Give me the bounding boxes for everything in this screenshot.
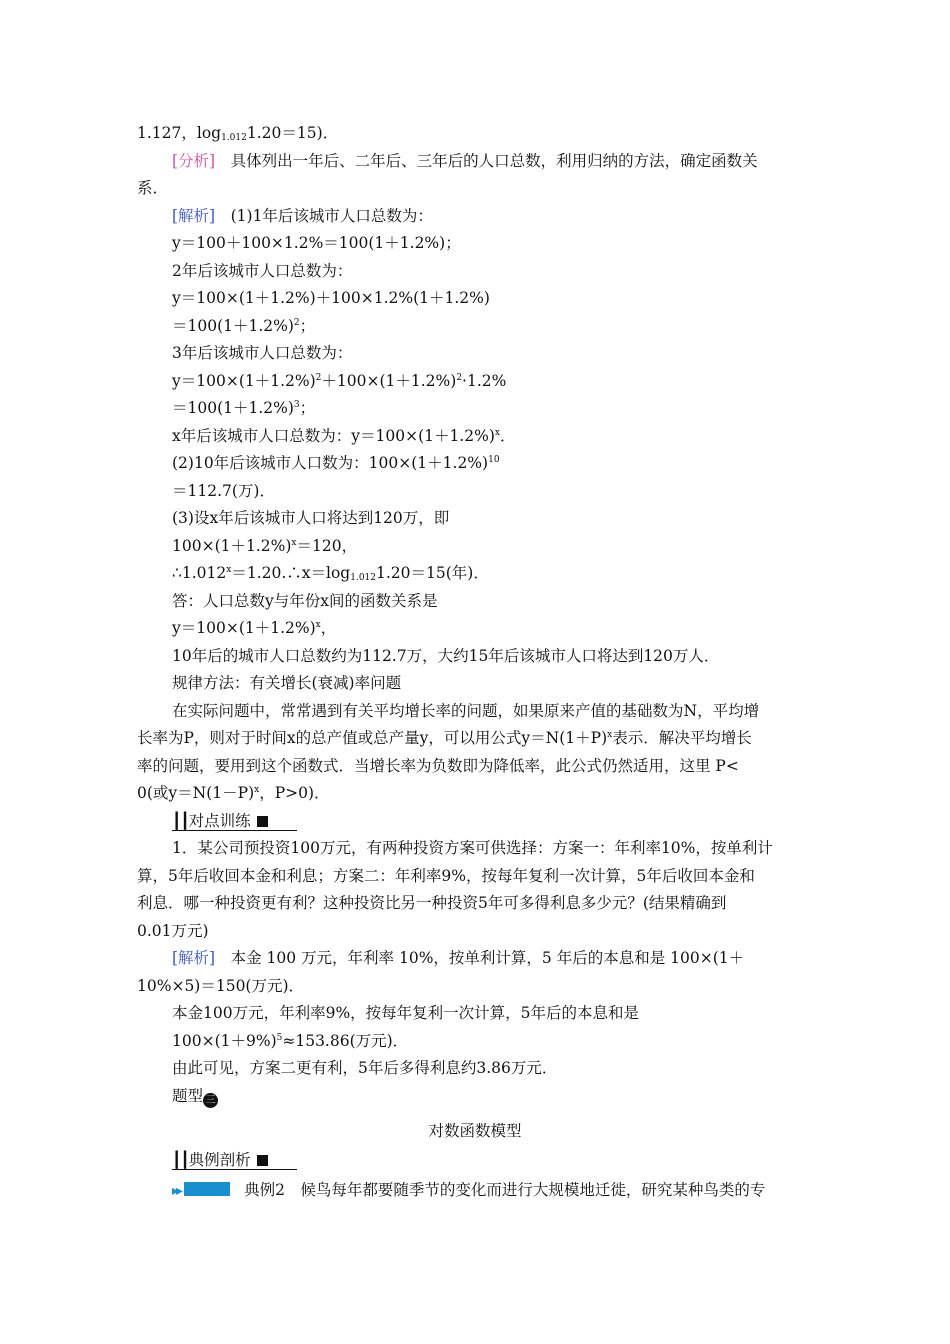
text-line: 长率为P，则对于时间x的总产值或总产量y，可以用公式$y=N(1+P)^x$表示．解决平均增长 [137,729,752,747]
text-line: 本金100万元，年利率9%，按每年复利一次计算，5年后的本息和是 [172,1004,640,1022]
formula-line: $y=100\times(1+1.2\%)^x$， [172,619,337,637]
analysis-line: [分析] 具体列出一年后、二年后、三年后的人口总数，利用归纳的方法，确定函数关 [172,152,758,170]
text-line: 答：人口总数y与年份x间的函数关系是 [172,592,438,610]
solution-line: [解析] 本金 100 万元，年利率 10%，按单利计算，5 年后的本息和是 100×(1＋ [172,949,745,967]
text-line: 2年后该城市人口总数为： [172,262,353,280]
heading-bar-icon: ┃┃ [172,811,189,830]
formula-line: $=100(1+1.2\%)^3$； [172,399,316,417]
heading-bar-icon: ┃┃ [172,1150,189,1169]
solution-line: [解析] (1)1年后该城市人口总数为： [172,207,433,225]
exercise-line: 0.01万元) [137,922,209,940]
text-line: 率的问题，要用到这个函数式．当增长率为负数即为降低率，此公式仍然适用，这里 P< [137,757,739,775]
square-icon [257,1155,268,1166]
text-line: 3年后该城市人口总数为： [172,344,353,362]
square-icon [257,816,268,827]
text-line: 10年后的城市人口总数约为112.7万，大约15年后该城市人口将达到120万人． [172,647,720,665]
text-line: 系． [137,179,169,197]
method-heading: 规律方法：有关增长(衰减)率问题 [172,674,402,692]
formula-line: $y=100\times(1+1.2\%)^2+100\times(1+1.2\%)^2\cdot 1.2\%$ [172,372,507,390]
solution-tag: [解析] [172,207,216,225]
text-line: 1.127，$\log_{1.012}1.20=15$)． [137,124,339,143]
formula-line: y＝100×(1＋1.2%)＋100×1.2%(1＋1.2%) [172,289,490,307]
formula-line: $100\times(1+9\%)^5\approx 153.86$(万元)． [172,1032,409,1050]
text-line: 由此可见，方案二更有利，5年后多得利息约3.86万元． [172,1059,558,1077]
formula-line: x年后该城市人口总数为：$y=100\times(1+1.2\%)^x$． [172,427,516,445]
number-badge: 三 [203,1093,218,1108]
formula-line: $=100(1+1.2\%)^2$； [172,317,316,335]
section-heading-example: ┃┃典例剖析 [172,1150,852,1170]
formula-line: ＝112.7(万)． [172,482,275,500]
formula-line: y＝100＋100×1.2%＝100(1＋1.2%)； [172,234,461,252]
analysis-tag: [分析] [172,152,216,170]
formula-line: $\therefore 1.012^x=1.20.\therefore x=\log_{1.012}1.20=15$(年)． [172,564,489,583]
formula-line: $100\times(1+1.2\%)^x=120$， [172,537,358,555]
double-arrow-icon: ▸▸ [172,1183,181,1199]
text-line: 0(或$y=N(1-P)^x$，P>0)． [137,784,330,802]
text-line: 10%×5)＝150(万元)． [137,977,305,995]
section-title: 对数函数模型 [428,1122,522,1140]
example-line: ▸▸ 典例2 候鸟每年都要随季节的变化而进行大规模地迁徙，研究某种鸟类的专 [172,1181,766,1199]
label-box [184,1182,230,1196]
text-line: 在实际问题中，常常遇到有关平均增长率的问题，如果原来产值的基础数为N，平均增 [172,702,760,720]
exercise-line: 1．某公司预投资100万元，有两种投资方案可供选择：方案一：年利率10%，按单利计 [172,839,773,857]
formula-line: (2)10年后该城市人口数为：$100\times(1+1.2\%)^{10}$ [172,454,500,472]
exercise-line: 算，5年后收回本金和利息；方案二：年利率9%，按每年复利一次计算，5年后收回本金和 [137,867,755,885]
heading-underline [172,1168,297,1170]
text-line: (3)设x年后该城市人口将达到120万，即 [172,509,450,527]
exercise-line: 利息．哪一种投资更有利？这种投资比另一种投资5年可多得利息多少元？(结果精确到 [137,894,727,912]
question-type-label: 题型 三 [172,1086,852,1108]
section-heading-practice: ┃┃对点训练 [172,811,852,831]
heading-underline [172,829,297,831]
solution-tag: [解析] [172,949,216,967]
